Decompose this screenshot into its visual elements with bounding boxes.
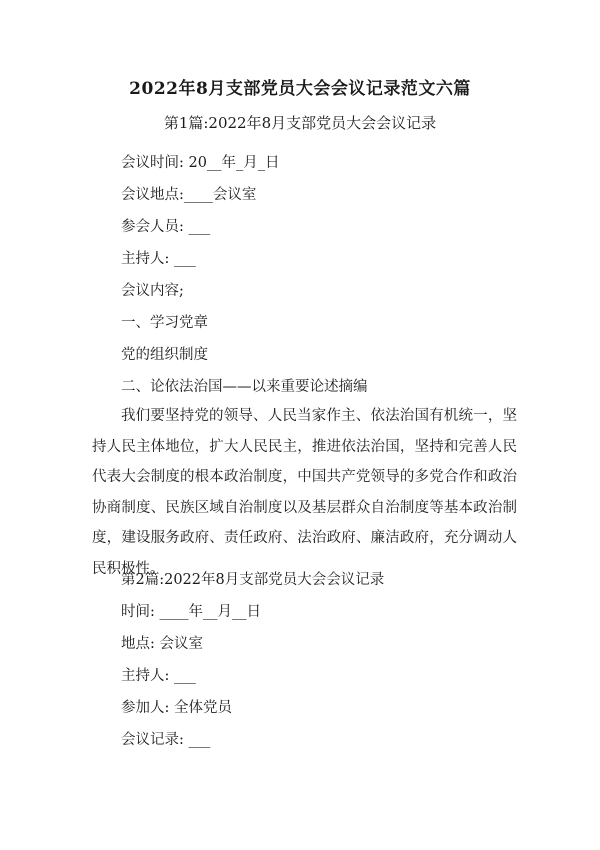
document-title: 2022年8月支部党员大会会议记录范文六篇	[129, 79, 471, 99]
item-1-heading: 一、学习党章	[121, 315, 208, 331]
host: 主持人: ___	[121, 251, 196, 267]
meeting-time: 会议时间: 20__年_月_日	[121, 155, 280, 171]
item-1-subheading: 党的组织制度	[121, 347, 208, 363]
meeting-content-label: 会议内容;	[121, 283, 184, 299]
body-paragraph: 我们要坚持党的领导、人民当家作主、依法治国有机统一，坚持人民主体地位，扩大人民民主，推进依法治国，坚持和完善人民代表大会制度的根本政治制度，中国共产党领导的多党合作和政治协商制度、民族区域自治制度以及基层群众自治制度等基本政治制度，建设服务政府、责任政府、法治政府、廉洁政府，充分调动人民积极性。	[92, 408, 517, 577]
section-2-time: 时间: ____年__月__日	[121, 604, 261, 620]
item-2-heading: 二、论依法治国——以来重要论述摘编	[121, 379, 368, 395]
attendees: 参会人员: ___	[121, 219, 211, 235]
section-2-host: 主持人: ___	[121, 668, 196, 684]
section-2-participants: 参加人: 全体党员	[121, 700, 232, 716]
section-1-title: 第1篇:2022年8月支部党员大会会议记录	[163, 114, 437, 132]
section-2-record: 会议记录: ___	[121, 732, 211, 748]
section-2-title: 第2篇:2022年8月支部党员大会会议记录	[121, 572, 385, 588]
section-2-place: 地点: 会议室	[121, 636, 203, 652]
meeting-place: 会议地点:____会议室	[121, 187, 257, 203]
